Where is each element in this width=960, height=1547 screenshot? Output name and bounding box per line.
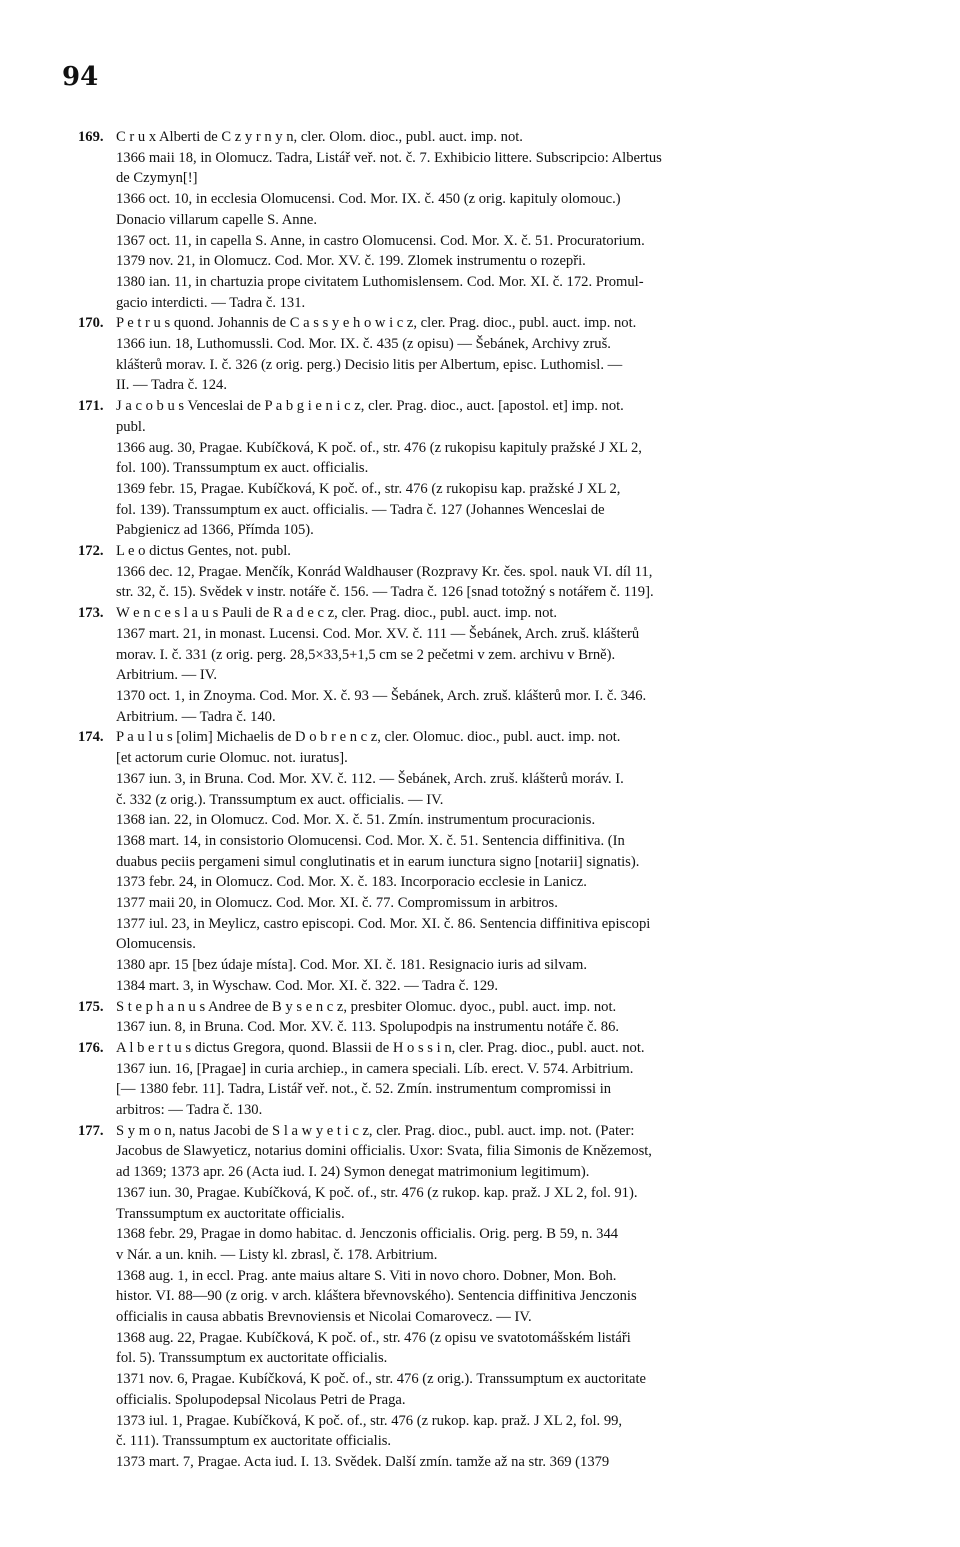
- entry-line: P e t r u s quond. Johannis de C a s s y e h o w i c z, cler. Prag. dioc., publ. auct. imp. not.: [116, 315, 637, 332]
- entry-line: fol. 100). Transsumptum ex auct. officialis.: [116, 460, 369, 477]
- entry-line: 1380 apr. 15 [bez údaje místa]. Cod. Mor. XI. č. 181. Resignacio iuris ad silvam.: [116, 957, 587, 974]
- entry-line: Arbitrium. — Tadra č. 140.: [116, 708, 276, 725]
- entry-line: 1384 mart. 3, in Wyschaw. Cod. Mor. XI. č. 322. — Tadra č. 129.: [116, 977, 499, 994]
- entry-line: Olomucensis.: [116, 936, 196, 953]
- entry: [78, 127, 890, 313]
- entry-line: II. — Tadra č. 124.: [116, 377, 227, 394]
- entry-line: gacio interdicti. — Tadra č. 131.: [116, 294, 306, 311]
- entry-number: 176.: [78, 1039, 104, 1056]
- entry-line: S y m o n, natus Jacobi de S l a w y e t i c z, cler. Prag. dioc., publ. auct. imp. not. (Pater:: [116, 1122, 635, 1139]
- entry-line: [— 1380 febr. 11]. Tadra, Listář veř. not., č. 52. Zmín. instrumentum compromissi in: [116, 1081, 612, 1098]
- entry-line: morav. I. č. 331 (z orig. perg. 28,5×33,5+1,5 cm se 2 pečetmi v zem. archivu v Brně).: [116, 646, 616, 663]
- entry-line: str. 32, č. 15). Svědek v instr. notáře č. 156. — Tadra č. 126 [snad totožný s notářem č. 119].: [116, 584, 654, 601]
- entry-line: 1367 oct. 11, in capella S. Anne, in castro Olomucensi. Cod. Mor. X. č. 51. Procuratorium.: [116, 232, 645, 249]
- entry-number: 172.: [78, 543, 104, 560]
- entry: [78, 997, 890, 1038]
- entry-line: Donacio villarum capelle S. Anne.: [116, 211, 318, 228]
- entry-line: 1371 nov. 6, Pragae. Kubíčková, K poč. of., str. 476 (z orig.). Transsumptum ex auctoritate: [116, 1371, 647, 1388]
- page-number: 94: [62, 62, 99, 92]
- entry-line: L e o dictus Gentes, not. publ.: [116, 543, 291, 560]
- entry-line: duabus peciis pergameni simul conglutinatis et in earum iunctura signo [notarii] signatis).: [116, 853, 640, 870]
- entry-line: 1367 iun. 8, in Bruna. Cod. Mor. XV. č. 113. Spolupodpis na instrumentu notáře č. 86.: [116, 1019, 620, 1036]
- entry-number: 169.: [78, 129, 104, 145]
- entry: [78, 396, 890, 541]
- entry-line: Arbitrium. — IV.: [116, 667, 218, 684]
- entry-line: C r u x Alberti de C z y r n y n, cler. Olom. dioc., publ. auct. imp. not.: [116, 129, 523, 145]
- entry: [78, 541, 890, 603]
- entry: [78, 1038, 890, 1121]
- entry-line: J a c o b u s Venceslai de P a b g i e n i c z, cler. Prag. dioc., auct. [apostol. et] imp. not.: [116, 398, 624, 415]
- entry-line: officialis in causa abbatis Brevnoviensis et Nicolai Comarovecz. — IV.: [116, 1309, 532, 1326]
- entry: [78, 603, 890, 727]
- entry-line: Pabgienicz ad 1366, Přímda 105).: [116, 522, 314, 539]
- entry-line: 1377 iul. 23, in Meylicz, castro episcopi. Cod. Mor. XI. č. 86. Sentencia diffinitiva episcopi: [116, 915, 651, 932]
- entry-line: 1367 mart. 21, in monast. Lucensi. Cod. Mor. XV. č. 111 — Šebánek, Arch. zruš. klášterů: [116, 625, 640, 642]
- entry-line: 1367 iun. 30, Pragae. Kubíčková, K poč. of., str. 476 (z rukop. kap. praž. J XL 2, fol. 91).: [116, 1184, 638, 1201]
- entry-line: S t e p h a n u s Andree de B y s e n c z, presbiter Olomuc. dyoc., publ. auct. imp. not.: [116, 998, 617, 1015]
- entry-number: 175.: [78, 998, 104, 1015]
- entry-line: de Czymyn[!]: [116, 170, 198, 187]
- entry-line: arbitros: — Tadra č. 130.: [116, 1102, 263, 1119]
- entry-line: 1367 iun. 3, in Bruna. Cod. Mor. XV. č. 112. — Šebánek, Arch. zruš. klášterů moráv. I.: [116, 770, 624, 787]
- entry-line: histor. VI. 88—90 (z orig. v arch. kláštera břevnovského). Sentencia diffinitiva Jenczonis: [116, 1288, 637, 1305]
- entry-line: officialis. Spolupodepsal Nicolaus Petri de Praga.: [116, 1391, 406, 1408]
- entry-line: č. 332 (z orig.). Transsumptum ex auct. officialis. — IV.: [116, 791, 444, 808]
- entry-line: 1373 febr. 24, in Olomucz. Cod. Mor. X. č. 183. Incorporacio ecclesie in Lanicz.: [116, 874, 587, 891]
- entry: [78, 727, 890, 996]
- entry-line: W e n c e s l a u s Pauli de R a d e c z, cler. Prag. dioc., publ. auct. imp. not.: [116, 605, 558, 622]
- entry-line: klášterů morav. I. č. 326 (z orig. perg.) Decisio litis per Albertum, episc. Luthomisl. —: [116, 356, 623, 373]
- entry-line: Jacobus de Slawyeticz, notarius domini officialis. Uxor: Svata, filia Simonis de Knězemost,: [116, 1143, 652, 1160]
- entry-line: 1369 febr. 15, Pragae. Kubíčková, K poč. of., str. 476 (z rukopisu kap. pražské J XL 2,: [116, 480, 621, 497]
- entry-line: 1370 oct. 1, in Znoyma. Cod. Mor. X. č. 93 — Šebánek, Arch. zruš. klášterů mor. I. č. 346.: [116, 687, 647, 704]
- entry-line: 1368 mart. 14, in consistorio Olomucensi. Cod. Mor. X. č. 51. Sentencia diffinitiva. (In: [116, 832, 625, 849]
- entry-number: 177.: [78, 1122, 104, 1139]
- entry: [78, 1121, 890, 1473]
- entry-line: 1368 aug. 22, Pragae. Kubíčková, K poč. of., str. 476 (z opisu ve svatotomášském listáři: [116, 1329, 631, 1346]
- entry-number: 174.: [78, 729, 104, 746]
- entry-line: 1366 oct. 10, in ecclesia Olomucensi. Cod. Mor. IX. č. 450 (z orig. kapituly olomouc.): [116, 191, 621, 208]
- entry-line: 1368 febr. 29, Pragae in domo habitac. d. Jenczonis officialis. Orig. perg. B 59, n. 344: [116, 1226, 619, 1243]
- entry-line: č. 111). Transsumptum ex auctoritate officialis.: [116, 1433, 392, 1450]
- entry-line: 1366 dec. 12, Pragae. Menčík, Konrád Waldhauser (Rozpravy Kr. čes. spol. nauk VI. díl 11,: [116, 563, 653, 580]
- entry: [78, 313, 890, 396]
- entry-line: 1366 aug. 30, Pragae. Kubíčková, K poč. of., str. 476 (z rukopisu kapituly pražské J XL 2,: [116, 439, 642, 456]
- entry-list: [78, 127, 890, 1473]
- entry-line: v Nár. a un. knih. — Listy kl. zbrasl, č. 178. Arbitrium.: [116, 1246, 438, 1263]
- entry-line: fol. 5). Transsumptum ex auctoritate officialis.: [116, 1350, 388, 1367]
- entry-line: A l b e r t u s dictus Gregora, quond. Blassii de H o s s i n, cler. Prag. dioc., publ. auct. not.: [116, 1039, 645, 1056]
- entry-line: 1366 iun. 18, Luthomussli. Cod. Mor. IX. č. 435 (z opisu) — Šebánek, Archivy zruš.: [116, 336, 611, 353]
- entry-line: 1379 nov. 21, in Olomucz. Cod. Mor. XV. č. 199. Zlomek instrumentu o rozepři.: [116, 253, 586, 270]
- entry-line: 1380 ian. 11, in chartuzia prope civitatem Luthomislensem. Cod. Mor. XI. č. 172. Promul-: [116, 273, 644, 290]
- entry-line: fol. 139). Transsumptum ex auct. officialis. — Tadra č. 127 (Johannes Wenceslai de: [116, 501, 605, 518]
- entry-line: publ.: [116, 418, 146, 435]
- entry-line: 1373 mart. 7, Pragae. Acta iud. I. 13. Svědek. Další zmín. tamže až na str. 369 (1379: [116, 1454, 610, 1470]
- entry-line: P a u l u s [olim] Michaelis de D o b r e n c z, cler. Olomuc. dioc., publ. auct. imp. not.: [116, 729, 621, 746]
- entry-line: 1366 maii 18, in Olomucz. Tadra, Listář veř. not. č. 7. Exhibicio littere. Subscripcio: Albertus: [116, 149, 662, 166]
- entry-line: 1368 ian. 22, in Olomucz. Cod. Mor. X. č. 51. Zmín. instrumentum procuracionis.: [116, 812, 596, 829]
- entry-number: 171.: [78, 398, 104, 415]
- entry-line: 1373 iul. 1, Pragae. Kubíčková, K poč. of., str. 476 (z rukop. kap. praž. J XL 2, fol. 99,: [116, 1412, 623, 1429]
- entry-number: 173.: [78, 605, 104, 622]
- entry-line: [et actorum curie Olomuc. not. iuratus].: [116, 750, 348, 767]
- entry-line: Transsumptum ex auctoritate officialis.: [116, 1205, 345, 1222]
- entry-line: 1377 maii 20, in Olomucz. Cod. Mor. XI. č. 77. Compromissum in arbitros.: [116, 895, 558, 912]
- entry-line: ad 1369; 1373 apr. 26 (Acta iud. I. 24) Symon denegat matrimonium legitimum).: [116, 1164, 590, 1181]
- entry-line: 1368 aug. 1, in eccl. Prag. ante maius altare S. Viti in novo choro. Dobner, Mon. Boh.: [116, 1267, 617, 1284]
- entry-line: 1367 iun. 16, [Pragae] in curia archiep., in camera speciali. Líb. erect. V. 574. Arbitrium.: [116, 1060, 634, 1077]
- entry-number: 170.: [78, 315, 104, 332]
